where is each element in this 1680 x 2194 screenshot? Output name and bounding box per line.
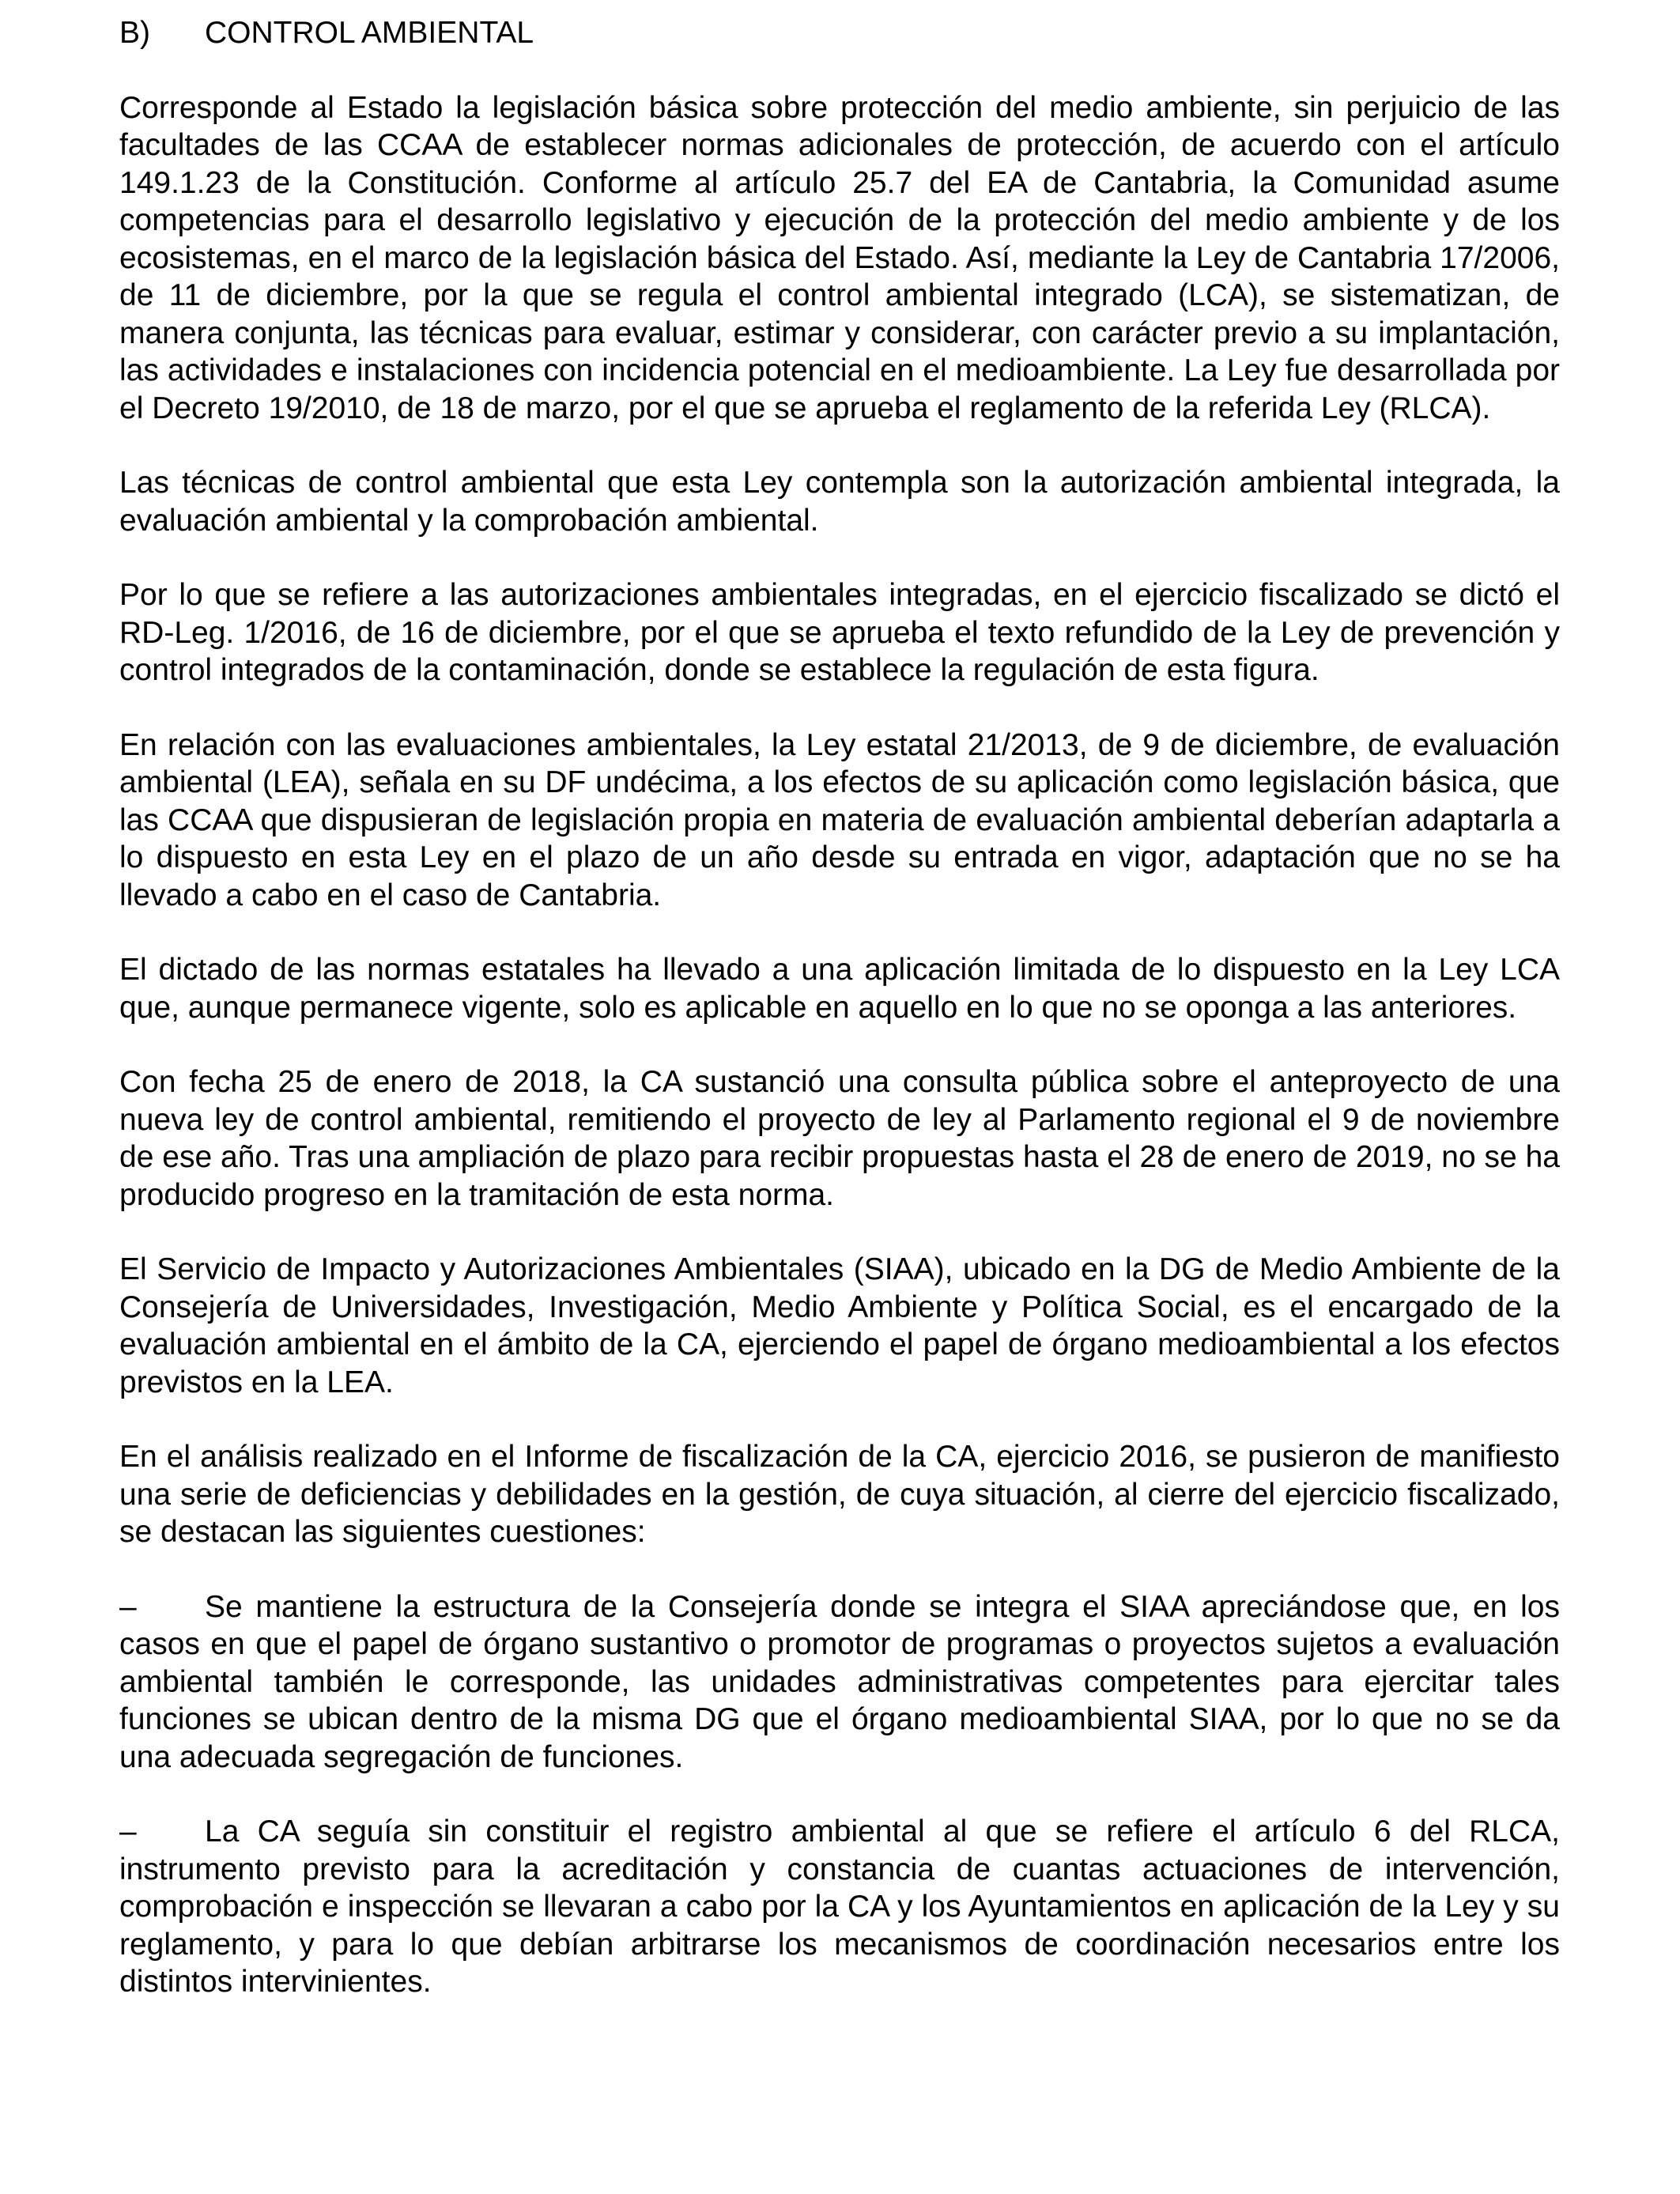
section-letter: B): [119, 16, 150, 50]
dash-marker: –: [119, 1814, 137, 1848]
paragraph-integrated-authorizations: Por lo que se refiere a las autorizaciones ambientales integradas, en el ejercicio fiscalizado se dictó el RD-Leg. 1/2016, de 16 de diciembre, por el que se aprueba el texto refundido de la Ley de prevención y control integrados de la contaminación, donde se establece la regulación de esta figura.: [119, 578, 1560, 687]
list-item-text: La CA seguía sin constituir el registro ambiental al que se refiere el artículo 6 del RLCA, instrumento previsto para la acreditación y constancia de cuantas actuaciones de intervención, comprobación e inspección se llevaran a cabo por la CA y los Ayuntamientos en aplicación de la Ley y su reglamento, y para lo que debían arbitrarse los mecanismos de coordinación necesarios entre los distintos intervinientes.: [119, 1814, 1560, 1999]
paragraph-legal-framework: Corresponde al Estado la legislación básica sobre protección del medio ambiente, sin perjuicio de las facultades de las CCAA de establecer normas adicionales de protección, de acuerdo con el artículo 149.1.23 de la Constitución. Conforme al artículo 25.7 del EA de Cantabria, la Comunidad asume competencias para el desarrollo legislativo y ejecución de la protección del medio ambiente y de los ecosistemas, en el marco de la legislación básica del Estado. Así, mediante la Ley de Cantabria 17/2006, de 11 de diciembre, por la que se regula el control ambiental integrado (LCA), se sistematizan, de manera conjunta, las técnicas para evaluar, estimar y considerar, con carácter previo a su implantación, las actividades e instalaciones con incidencia potencial en el medioambiente. La Ley fue desarrollada por el Decreto 19/2010, de 18 de marzo, por el que se aprueba el reglamento de la referida Ley (RLCA).: [119, 90, 1560, 425]
paragraph-state-norms: El dictado de las normas estatales ha llevado a una aplicación limitada de lo dispuesto en la Ley LCA que, aunque permanece vigente, solo es aplicable en aquello en lo que no se oponga a las anteriores.: [119, 953, 1560, 1025]
paragraph-siaa-service: El Servicio de Impacto y Autorizaciones Ambientales (SIAA), ubicado en la DG de Medio Ambiente de la Consejería de Universidades, Investigación, Medio Ambiente y Política Social, es el encargado de la evaluación ambiental en el ámbito de la CA, ejerciendo el papel de órgano medioambiental a los efectos previstos en la LEA.: [119, 1252, 1560, 1399]
list-item-structure: [119, 1588, 1560, 1777]
list-item-registry: [119, 1813, 1560, 2001]
list-item-text: Se mantiene la estructura de la Consejería donde se integra el SIAA apreciándose que, en los casos en que el papel de órgano sustantivo o promotor de programas o proyectos sujetos a evaluación ambiental también le corresponde, las unidades administrativas competentes para ejercitar tales funciones se ubican dentro de la misma DG que el órgano medioambiental SIAA, por lo que no se da una adecuada segregación de funciones.: [119, 1589, 1560, 1774]
document-page: [119, 14, 1560, 2038]
section-heading: [119, 14, 1560, 52]
paragraph-audit-analysis: En el análisis realizado en el Informe de fiscalización de la CA, ejercicio 2016, se pusieron de manifiesto una serie de deficiencias y debilidades en la gestión, de cuya situación, al cierre del ejercicio fiscalizado, se destacan las siguientes cuestiones:: [119, 1440, 1560, 1549]
paragraph-control-techniques: Las técnicas de control ambiental que esta Ley contempla son la autorización ambiental integrada, la evaluación ambiental y la comprobación ambiental.: [119, 466, 1560, 538]
dash-marker: –: [119, 1589, 137, 1624]
paragraph-public-consultation: Con fecha 25 de enero de 2018, la CA sustanció una consulta pública sobre el anteproyecto de una nueva ley de control ambiental, remitiendo el proyecto de ley al Parlamento regional el 9 de noviembre de ese año. Tras una ampliación de plazo para recibir propuestas hasta el 28 de enero de 2019, no se ha producido progreso en la tramitación de esta norma.: [119, 1065, 1560, 1212]
paragraph-environmental-evaluations: En relación con las evaluaciones ambientales, la Ley estatal 21/2013, de 9 de diciembre, de evaluación ambiental (LEA), señala en su DF undécima, a los efectos de su aplicación como legislación básica, que las CCAA que dispusieran de legislación propia en materia de evaluación ambiental deberían adaptarla a lo dispuesto en esta Ley en el plazo de un año desde su entrada en vigor, adaptación que no se ha llevado a cabo en el caso de Cantabria.: [119, 727, 1560, 912]
section-title: CONTROL AMBIENTAL: [205, 16, 534, 50]
